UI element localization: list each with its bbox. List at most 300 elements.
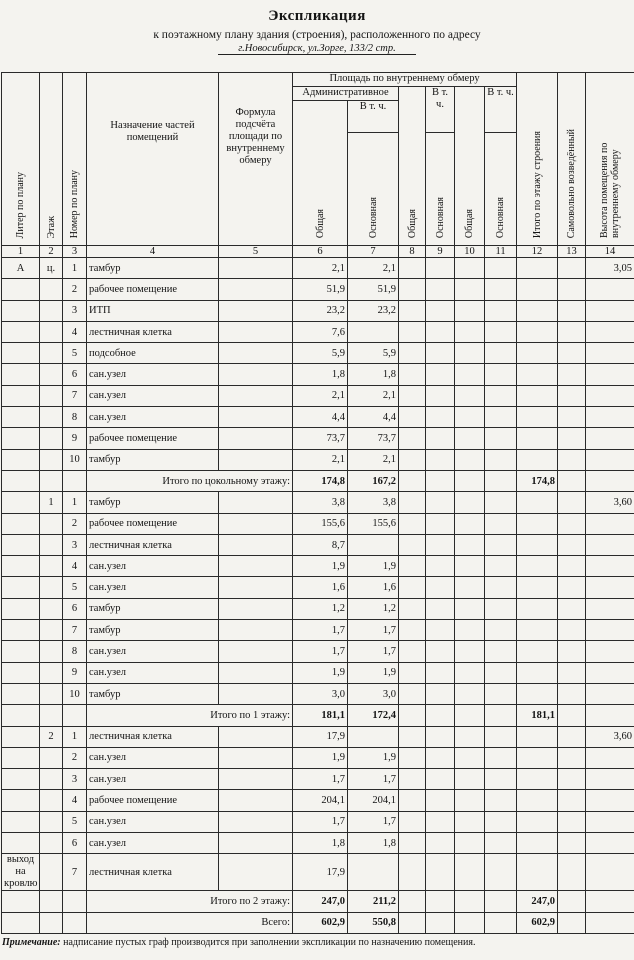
self-built-cell	[558, 534, 586, 555]
floor-total-cell	[517, 598, 558, 619]
room-number-cell: 5	[63, 811, 87, 832]
empty-cell	[399, 449, 426, 470]
empty-cell	[485, 534, 517, 555]
room-number-cell: 10	[63, 683, 87, 704]
empty-cell	[399, 912, 426, 933]
floor-total-cell	[517, 833, 558, 854]
empty-cell	[426, 726, 455, 747]
empty-cell	[485, 385, 517, 406]
height-cell	[586, 556, 634, 577]
floor-total-cell	[517, 385, 558, 406]
admin-total-cell: 181,1	[293, 705, 348, 726]
room-number-cell: 3	[63, 769, 87, 790]
self-built-cell	[558, 833, 586, 854]
floor-cell	[40, 833, 63, 854]
empty-cell	[485, 258, 517, 279]
admin-total-cell: 1,8	[293, 833, 348, 854]
height-cell	[586, 683, 634, 704]
empty-cell	[426, 641, 455, 662]
admin-main-cell: 204,1	[348, 790, 399, 811]
empty-cell	[426, 407, 455, 428]
formula-cell	[219, 279, 293, 300]
floor-cell	[40, 683, 63, 704]
height-cell	[586, 705, 634, 726]
empty-cell	[485, 321, 517, 342]
header-formula: Формула подсчёта площади по внутреннему обмеру	[219, 73, 293, 246]
room-number-cell: 2	[63, 279, 87, 300]
empty-cell	[399, 683, 426, 704]
empty-cell	[485, 364, 517, 385]
empty-cell	[426, 300, 455, 321]
empty-cell	[485, 598, 517, 619]
subtotal-label: Всего:	[87, 912, 293, 933]
empty-cell	[455, 258, 485, 279]
admin-total-cell: 5,9	[293, 343, 348, 364]
empty-cell	[399, 769, 426, 790]
column-number: 10	[455, 246, 485, 258]
empty-cell	[485, 577, 517, 598]
formula-cell	[219, 364, 293, 385]
self-built-cell	[558, 343, 586, 364]
floor-cell	[40, 912, 63, 933]
header-main-2: Основная	[426, 133, 455, 246]
height-cell	[586, 364, 634, 385]
floor-cell	[40, 556, 63, 577]
empty-cell	[485, 470, 517, 491]
header-liter: Литер по плану	[2, 73, 40, 246]
empty-cell	[485, 705, 517, 726]
liter-cell	[2, 641, 40, 662]
empty-cell	[455, 833, 485, 854]
admin-main-cell: 51,9	[348, 279, 399, 300]
room-number-cell: 4	[63, 790, 87, 811]
column-number: 9	[426, 246, 455, 258]
floor-total-cell	[517, 811, 558, 832]
floor-total-cell	[517, 556, 558, 577]
self-built-cell	[558, 726, 586, 747]
room-name-cell: лестничная клетка	[87, 534, 219, 555]
floor-cell	[40, 854, 63, 891]
self-built-cell	[558, 449, 586, 470]
column-number: 6	[293, 246, 348, 258]
admin-total-cell: 174,8	[293, 470, 348, 491]
floor-total-cell	[517, 428, 558, 449]
room-name-cell: сан.узел	[87, 769, 219, 790]
height-cell: 3,05	[586, 258, 634, 279]
empty-cell	[426, 343, 455, 364]
height-cell	[586, 912, 634, 933]
table-row	[2, 683, 634, 704]
empty-cell	[399, 556, 426, 577]
admin-total-cell: 1,2	[293, 598, 348, 619]
floor-total-cell	[517, 279, 558, 300]
room-name-cell: тамбур	[87, 258, 219, 279]
header-total-3: Общая	[455, 87, 485, 246]
empty-cell	[426, 912, 455, 933]
self-built-cell	[558, 598, 586, 619]
self-built-cell	[558, 385, 586, 406]
empty-cell	[426, 620, 455, 641]
empty-cell	[485, 449, 517, 470]
formula-cell	[219, 641, 293, 662]
document-title: Экспликация	[268, 8, 366, 24]
table-row	[2, 513, 634, 534]
column-number: 13	[558, 246, 586, 258]
self-built-cell	[558, 912, 586, 933]
table-row	[2, 343, 634, 364]
formula-cell	[219, 620, 293, 641]
table-row	[2, 534, 634, 555]
floor-cell	[40, 747, 63, 768]
floor-cell	[40, 449, 63, 470]
liter-cell	[2, 470, 40, 491]
empty-cell	[485, 891, 517, 912]
column-number: 5	[219, 246, 293, 258]
self-built-cell	[558, 492, 586, 513]
room-name-cell: рабочее помещение	[87, 790, 219, 811]
empty-cell	[455, 641, 485, 662]
admin-total-cell: 1,6	[293, 577, 348, 598]
height-cell	[586, 641, 634, 662]
empty-cell	[399, 662, 426, 683]
room-name-cell: сан.узел	[87, 407, 219, 428]
floor-total-cell	[517, 534, 558, 555]
liter-cell	[2, 683, 40, 704]
room-name-cell: ИТП	[87, 300, 219, 321]
header-main-1: Основная	[348, 133, 399, 246]
empty-cell	[399, 534, 426, 555]
empty-cell	[455, 726, 485, 747]
empty-cell	[485, 428, 517, 449]
room-number-cell: 3	[63, 300, 87, 321]
self-built-cell	[558, 790, 586, 811]
floor-total-cell	[517, 321, 558, 342]
empty-cell	[399, 891, 426, 912]
floor-cell	[40, 364, 63, 385]
address-line	[0, 43, 634, 54]
room-number-cell: 1	[63, 726, 87, 747]
self-built-cell	[558, 641, 586, 662]
self-built-cell	[558, 683, 586, 704]
formula-cell	[219, 854, 293, 891]
room-name-cell: тамбур	[87, 492, 219, 513]
floor-cell	[40, 705, 63, 726]
admin-main-cell	[348, 321, 399, 342]
floor-total-cell	[517, 662, 558, 683]
empty-cell	[485, 492, 517, 513]
room-number-cell: 2	[63, 747, 87, 768]
empty-cell	[455, 343, 485, 364]
admin-total-cell: 1,8	[293, 364, 348, 385]
admin-total-cell: 1,9	[293, 556, 348, 577]
table-row	[2, 279, 634, 300]
empty-cell	[399, 833, 426, 854]
floor-total-cell	[517, 620, 558, 641]
self-built-cell	[558, 747, 586, 768]
admin-main-cell: 73,7	[348, 428, 399, 449]
floor-cell	[40, 428, 63, 449]
header-height: Высота помещения по внутреннему обмеру	[586, 73, 634, 246]
room-name-cell: лестничная клетка	[87, 726, 219, 747]
empty-cell	[399, 577, 426, 598]
height-cell	[586, 534, 634, 555]
room-number-cell: 7	[63, 854, 87, 891]
empty-cell	[485, 790, 517, 811]
empty-cell	[485, 556, 517, 577]
admin-main-cell: 2,1	[348, 258, 399, 279]
subtotal-row	[2, 705, 634, 726]
empty-cell	[455, 790, 485, 811]
empty-cell	[485, 407, 517, 428]
liter-cell	[2, 769, 40, 790]
table-row	[2, 769, 634, 790]
room-number-cell: 6	[63, 598, 87, 619]
empty-cell	[426, 662, 455, 683]
admin-total-cell: 17,9	[293, 854, 348, 891]
formula-cell	[219, 747, 293, 768]
formula-cell	[219, 683, 293, 704]
empty-cell	[426, 321, 455, 342]
liter-cell	[2, 449, 40, 470]
empty-cell	[399, 790, 426, 811]
floor-total-cell	[517, 513, 558, 534]
admin-total-cell: 1,9	[293, 747, 348, 768]
empty-cell	[426, 364, 455, 385]
liter-cell	[2, 300, 40, 321]
room-name-cell: тамбур	[87, 620, 219, 641]
address-text: г.Новосибирск, ул.Зорге, 133/2 стр.	[218, 43, 416, 55]
self-built-cell	[558, 891, 586, 912]
liter-cell: А	[2, 258, 40, 279]
empty-cell	[399, 641, 426, 662]
admin-main-cell: 1,8	[348, 833, 399, 854]
room-name-cell: рабочее помещение	[87, 513, 219, 534]
empty-cell	[426, 513, 455, 534]
admin-total-cell: 2,1	[293, 449, 348, 470]
floor-total-cell	[517, 258, 558, 279]
column-number: 7	[348, 246, 399, 258]
empty-cell	[455, 747, 485, 768]
room-number-cell	[63, 705, 87, 726]
table-row	[2, 449, 634, 470]
floor-total-cell	[517, 364, 558, 385]
admin-total-cell: 51,9	[293, 279, 348, 300]
empty-cell	[455, 449, 485, 470]
admin-main-cell: 550,8	[348, 912, 399, 933]
empty-cell	[399, 747, 426, 768]
self-built-cell	[558, 364, 586, 385]
empty-cell	[426, 854, 455, 891]
height-cell	[586, 747, 634, 768]
subtotal-label: Итого по 2 этажу:	[87, 891, 293, 912]
formula-cell	[219, 428, 293, 449]
empty-cell	[455, 854, 485, 891]
liter-cell	[2, 513, 40, 534]
room-name-cell: сан.узел	[87, 385, 219, 406]
room-number-cell: 6	[63, 833, 87, 854]
empty-cell	[485, 620, 517, 641]
liter-cell	[2, 534, 40, 555]
height-cell	[586, 598, 634, 619]
admin-main-cell: 4,4	[348, 407, 399, 428]
empty-cell	[399, 364, 426, 385]
liter-cell	[2, 343, 40, 364]
liter-cell	[2, 620, 40, 641]
height-cell	[586, 470, 634, 491]
height-cell	[586, 811, 634, 832]
empty-cell	[426, 747, 455, 768]
empty-cell	[485, 279, 517, 300]
empty-cell	[426, 492, 455, 513]
formula-cell	[219, 258, 293, 279]
height-cell	[586, 854, 634, 891]
header-self-built: Самовольно возведённый	[558, 73, 586, 246]
empty-cell	[485, 833, 517, 854]
formula-cell	[219, 300, 293, 321]
empty-cell	[426, 258, 455, 279]
floor-cell: 2	[40, 726, 63, 747]
table-row	[2, 258, 634, 279]
admin-total-cell: 2,1	[293, 385, 348, 406]
empty-cell	[426, 470, 455, 491]
table-row	[2, 662, 634, 683]
formula-cell	[219, 556, 293, 577]
floor-cell	[40, 300, 63, 321]
empty-cell	[399, 470, 426, 491]
floor-cell	[40, 769, 63, 790]
admin-total-cell: 1,7	[293, 641, 348, 662]
empty-cell	[485, 300, 517, 321]
floor-total-cell: 181,1	[517, 705, 558, 726]
footnote-text: надписание пустых граф производится при заполнении экспликации по назначению помещения.	[63, 937, 476, 948]
header-incl-2: В т. ч.	[426, 87, 455, 133]
self-built-cell	[558, 258, 586, 279]
room-name-cell: сан.узел	[87, 364, 219, 385]
header-purpose: Назначение частей помещений	[87, 73, 219, 246]
empty-cell	[399, 407, 426, 428]
admin-main-cell: 1,7	[348, 811, 399, 832]
admin-total-cell: 23,2	[293, 300, 348, 321]
empty-cell	[399, 385, 426, 406]
empty-cell	[455, 556, 485, 577]
admin-total-cell: 1,9	[293, 662, 348, 683]
empty-cell	[455, 279, 485, 300]
table-row	[2, 300, 634, 321]
empty-cell	[426, 449, 455, 470]
room-name-cell: сан.узел	[87, 833, 219, 854]
header-room-number: Номер по плану	[63, 73, 87, 246]
admin-total-cell: 247,0	[293, 891, 348, 912]
height-cell	[586, 790, 634, 811]
room-number-cell	[63, 470, 87, 491]
floor-total-cell	[517, 747, 558, 768]
room-name-cell: рабочее помещение	[87, 428, 219, 449]
admin-total-cell: 8,7	[293, 534, 348, 555]
empty-cell	[455, 534, 485, 555]
empty-cell	[455, 912, 485, 933]
empty-cell	[426, 428, 455, 449]
floor-total-cell	[517, 300, 558, 321]
admin-main-cell: 1,9	[348, 662, 399, 683]
empty-cell	[455, 385, 485, 406]
self-built-cell	[558, 705, 586, 726]
liter-cell	[2, 891, 40, 912]
room-number-cell: 1	[63, 492, 87, 513]
empty-cell	[485, 683, 517, 704]
empty-cell	[455, 891, 485, 912]
floor-total-cell	[517, 449, 558, 470]
admin-main-cell: 172,4	[348, 705, 399, 726]
empty-cell	[455, 407, 485, 428]
admin-total-cell: 17,9	[293, 726, 348, 747]
admin-main-cell: 1,9	[348, 556, 399, 577]
height-cell	[586, 449, 634, 470]
admin-main-cell: 1,2	[348, 598, 399, 619]
empty-cell	[455, 300, 485, 321]
empty-cell	[426, 891, 455, 912]
formula-cell	[219, 811, 293, 832]
formula-cell	[219, 598, 293, 619]
table-row	[2, 598, 634, 619]
empty-cell	[455, 470, 485, 491]
table-row	[2, 492, 634, 513]
height-cell: 3,60	[586, 726, 634, 747]
empty-cell	[426, 705, 455, 726]
header-floor-total: Итого по этажу строения	[517, 73, 558, 246]
formula-cell	[219, 769, 293, 790]
table-row	[2, 747, 634, 768]
empty-cell	[455, 321, 485, 342]
floor-total-cell: 247,0	[517, 891, 558, 912]
admin-main-cell: 3,0	[348, 683, 399, 704]
floor-cell	[40, 620, 63, 641]
floor-cell	[40, 790, 63, 811]
subtotal-label: Итого по 1 этажу:	[87, 705, 293, 726]
floor-cell: ц.	[40, 258, 63, 279]
self-built-cell	[558, 470, 586, 491]
formula-cell	[219, 534, 293, 555]
room-name-cell: сан.узел	[87, 662, 219, 683]
floor-total-cell	[517, 726, 558, 747]
admin-main-cell: 3,8	[348, 492, 399, 513]
room-number-cell: 3	[63, 534, 87, 555]
height-cell	[586, 279, 634, 300]
formula-cell	[219, 343, 293, 364]
floor-cell	[40, 891, 63, 912]
table-row	[2, 641, 634, 662]
room-number-cell: 7	[63, 385, 87, 406]
admin-main-cell: 167,2	[348, 470, 399, 491]
admin-main-cell: 155,6	[348, 513, 399, 534]
formula-cell	[219, 513, 293, 534]
height-cell: 3,60	[586, 492, 634, 513]
height-cell	[586, 407, 634, 428]
liter-cell	[2, 662, 40, 683]
empty-cell	[485, 747, 517, 768]
admin-total-cell: 1,7	[293, 620, 348, 641]
admin-total-cell: 4,4	[293, 407, 348, 428]
empty-cell	[399, 258, 426, 279]
formula-cell	[219, 321, 293, 342]
empty-cell	[485, 513, 517, 534]
room-name-cell: тамбур	[87, 598, 219, 619]
room-number-cell: 6	[63, 364, 87, 385]
empty-cell	[426, 279, 455, 300]
empty-cell	[426, 790, 455, 811]
admin-total-cell: 602,9	[293, 912, 348, 933]
header-floor: Этаж	[40, 73, 63, 246]
floor-total-cell: 174,8	[517, 470, 558, 491]
